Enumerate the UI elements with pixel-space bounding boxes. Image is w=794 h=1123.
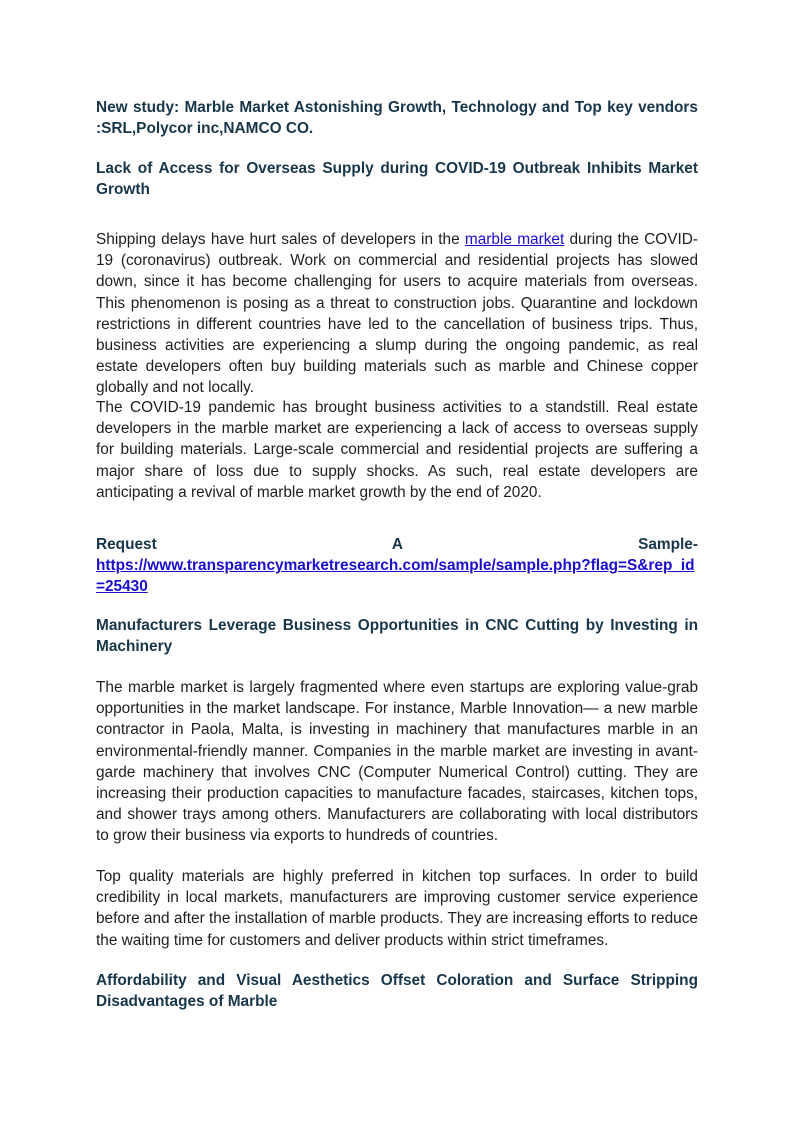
section-heading-affordability: Affordability and Visual Aesthetics Offset Coloration and Surface Stripping Disadvantages of Marble: [96, 972, 698, 1011]
section-heading-covid: Lack of Access for Overseas Supply during COVID-19 Outbreak Inhibits Market Growth: [96, 160, 698, 199]
document-title: New study: Marble Market Astonishing Growth, Technology and Top key vendors :SRL,Polycor inc,NAMCO CO.: [96, 99, 698, 138]
request-word: A: [391, 536, 403, 553]
paragraph-shipping-delays: [96, 229, 698, 399]
request-sample: [96, 534, 698, 598]
paragraph-text: Shipping delays have hurt sales of developers in the: [96, 231, 465, 248]
paragraph-fragmented-market: The marble market is largely fragmented where even startups are exploring value-grab opportunities in the market landscape. For instance, Marble Innovation— a new marble contractor in Paola, Malta, is investing in machinery that manufactures marble in an environmental-friendly manner. Companies in the marble market are investing in avant-garde machinery that involves CNC (Computer Numerical Control) cutting. They are increasing their production capacities to manufacture facades, staircases, kitchen tops, and shower trays among others. Manufacturers are collaborating with local distributors to grow their business via exports to hundreds of countries.: [96, 679, 698, 845]
request-word: Sample-: [638, 536, 698, 553]
paragraph-text: during the COVID-19 (coronavirus) outbreak. Work on commercial and residential projects has slowed down, since it has become challenging for users to acquire materials from overseas. This phenomenon is posing as a threat to construction jobs. Quarantine and lockdown restrictions in different countries have led to the cancellation of business trips. Thus, business activities are experiencing a slump during the ongoing pandemic, as real estate developers often buy building materials such as marble and Chinese copper globally and not locally.: [96, 231, 699, 397]
request-word: Request: [96, 536, 157, 553]
paragraph-top-quality: Top quality materials are highly preferred in kitchen top surfaces. In order to build credibility in local markets, manufacturers are improving customer service experience before and after the installation of marble products. They are increasing efforts to reduce the waiting time for customers and deliver products within strict timeframes.: [96, 868, 698, 949]
paragraph-pandemic-standstill: The COVID-19 pandemic has brought business activities to a standstill. Real estate developers in the marble market are experiencing a lack of access to overseas supply for building materials. Large-scale commercial and residential projects are suffering a major share of loss due to supply shocks. As such, real estate developers are anticipating a revival of marble market growth by the end of 2020.: [96, 399, 698, 501]
marble-market-link[interactable]: marble market: [464, 231, 565, 248]
sample-request-link[interactable]: https://www.transparencymarketresearch.com/sample/sample.php?flag=S&rep_id=25430: [96, 557, 695, 596]
section-heading-cnc: Manufacturers Leverage Business Opportunities in CNC Cutting by Investing in Machinery: [96, 617, 698, 656]
